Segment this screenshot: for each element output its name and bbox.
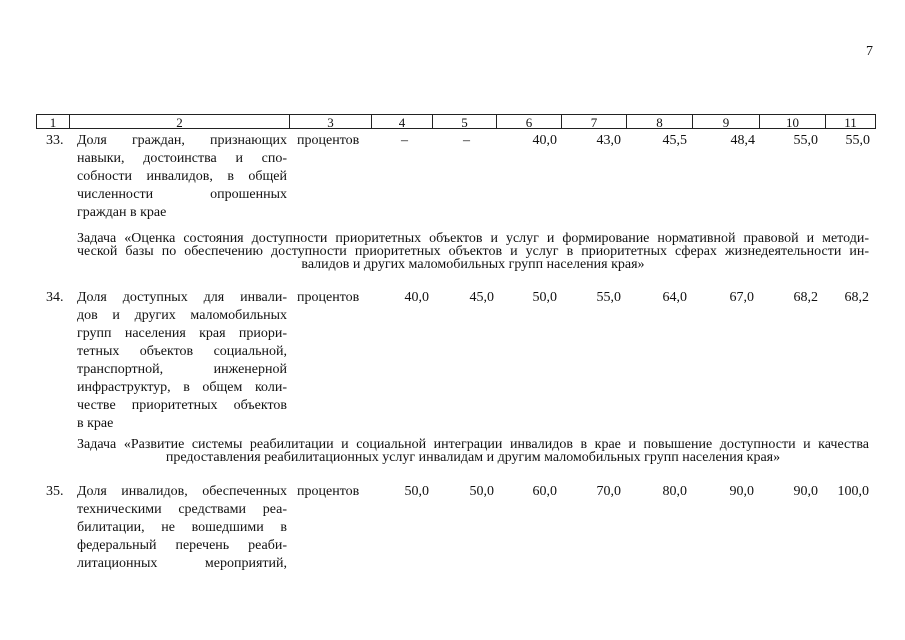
value-cell: 100,0 — [837, 484, 869, 499]
value-cell: 43,0 — [596, 133, 621, 148]
value-cell: 45,0 — [469, 290, 494, 305]
value-cell: 50,0 — [532, 290, 557, 305]
header-cell-5: 5 — [432, 114, 497, 129]
value-cell: 45,5 — [662, 133, 687, 148]
value-cell: 48,4 — [730, 133, 755, 148]
value-cell: 60,0 — [532, 484, 557, 499]
value-cell: 68,2 — [793, 290, 818, 305]
header-cell-6: 6 — [496, 114, 562, 129]
row-description: Доля граждан, признающих навыки, достоинства и спо- собности инвалидов, в общей численности опрошенных граждан в крае — [77, 133, 287, 220]
page-number: 7 — [866, 44, 873, 59]
header-cell-3: 3 — [289, 114, 372, 129]
header-cell-4: 4 — [371, 114, 433, 129]
row-number: 33. — [46, 133, 64, 148]
value-cell: – — [463, 133, 470, 148]
row-unit: процентов — [297, 484, 360, 499]
row-unit: процентов — [297, 133, 360, 148]
value-cell: 55,0 — [845, 133, 870, 148]
value-cell: 40,0 — [404, 290, 429, 305]
header-cell-2: 2 — [69, 114, 290, 129]
value-cell: 90,0 — [729, 484, 754, 499]
value-cell: 80,0 — [662, 484, 687, 499]
task-heading: Задача «Оценка состояния доступности приоритетных объектов и услуг и формирование нормативной правовой и методи- ческой базы по обеспечению доступности приоритетных объектов и услуг в приоритетных сферах жизнедеятельности ин- валидов и других маломобильных групп населения края» — [77, 231, 869, 272]
value-cell: – — [401, 133, 408, 148]
task-heading: Задача «Развитие системы реабилитации и социальной интеграции инвалидов в крае и повышение доступности и качества предоставления реабилитационных услуг инвалидам и другим маломобильных групп населения края» — [77, 437, 869, 465]
value-cell: 55,0 — [596, 290, 621, 305]
header-cell-9: 9 — [692, 114, 760, 129]
row-number: 35. — [46, 484, 64, 499]
value-cell: 40,0 — [532, 133, 557, 148]
row-description: Доля доступных для инвали- дов и других маломобильных групп населения края приори- тетных объектов социальной, транспортной, инженерной инфраструктур, в общем коли- честве приоритетных объектов в крае — [77, 290, 287, 431]
value-cell: 50,0 — [469, 484, 494, 499]
value-cell: 64,0 — [662, 290, 687, 305]
row-description: Доля инвалидов, обеспеченных техническими средствами реа- билитации, не вошедшими в федеральный перечень реаби- литационных мероприятий, — [77, 484, 287, 571]
header-cell-11: 11 — [825, 114, 876, 129]
row-unit: процентов — [297, 290, 360, 305]
value-cell: 50,0 — [404, 484, 429, 499]
value-cell: 90,0 — [793, 484, 818, 499]
header-cell-10: 10 — [759, 114, 826, 129]
header-cell-8: 8 — [626, 114, 693, 129]
header-cell-7: 7 — [561, 114, 627, 129]
value-cell: 68,2 — [844, 290, 869, 305]
row-number: 34. — [46, 290, 64, 305]
value-cell: 70,0 — [596, 484, 621, 499]
value-cell: 55,0 — [793, 133, 818, 148]
header-cell-1: 1 — [36, 114, 70, 129]
value-cell: 67,0 — [729, 290, 754, 305]
